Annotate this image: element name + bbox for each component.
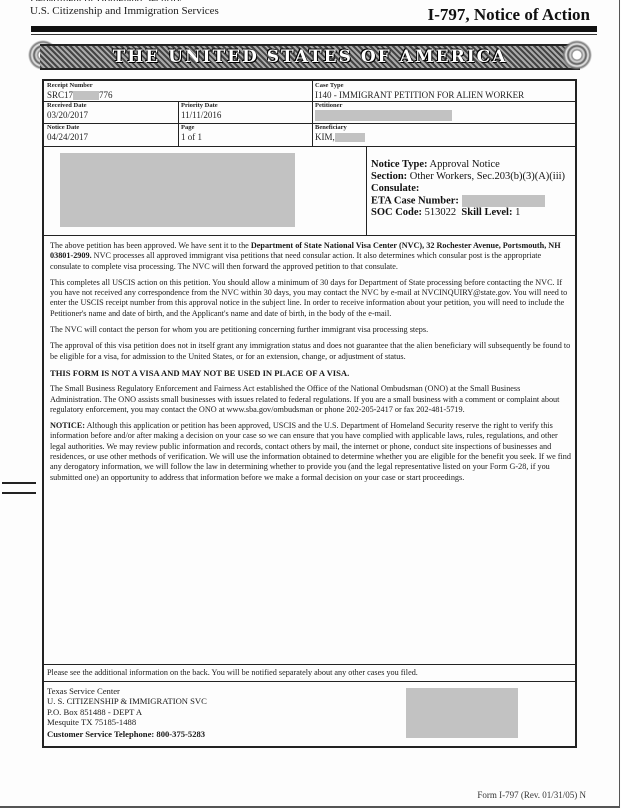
priority-date-value: 11/11/2016 <box>181 110 222 120</box>
petitioner-field <box>315 102 452 121</box>
petitioner-label: Petitioner <box>315 102 343 109</box>
received-date-field <box>47 102 88 121</box>
customer-service-phone: Customer Service Telephone: 800-375-5283 <box>47 729 206 739</box>
section: Section: Other Workers, Sec.203(b)(3)(A)(iii) <box>371 171 566 182</box>
beneficiary-label: Beneficiary <box>315 124 347 131</box>
grid-line <box>366 146 367 235</box>
margin-mark <box>2 492 36 494</box>
agency-name <box>30 0 182 1</box>
paragraph-ombudsman: The Small Business Regulatory Enforcement and Fairness Act established the Office of the National Ombudsman (ONO) at the Small Business Administration. The ONO assists small businesses with issues related to federal regulations. If you are a small business with a comment or complaint about regulatory enforcement, you may contact the ONO at www.sba.gov/ombudsman or phone 202-205-2417 or fax 202-481-5719. <box>50 384 560 414</box>
notice-date-field <box>47 124 88 143</box>
redacted-barcode <box>406 688 518 738</box>
header-rule-thick <box>31 26 597 32</box>
paragraph-not-a-visa: THIS FORM IS NOT A VISA AND MAY NOT BE USED IN PLACE OF A VISA. <box>50 367 350 378</box>
receipt-number-value: SRC17 776 <box>47 90 113 100</box>
banner-text: THE UNITED STATES OF AMERICA <box>112 47 508 67</box>
banner <box>28 38 592 72</box>
notice-info <box>371 159 565 219</box>
margin-mark <box>2 482 36 484</box>
consulate: Consulate: <box>371 183 420 194</box>
document-title: I-797, Notice of Action <box>427 5 590 24</box>
notice-type: Notice Type: Approval Notice <box>371 159 500 170</box>
receipt-number-label: Receipt Number <box>47 82 93 89</box>
paragraph-notice: NOTICE: Although this application or petition has been approved, USCIS and the U.S. Department of Homeland Security reserve the right to verify this information before and/or after making a decision on your case so we can ensure that you have complied with applicable laws, rules, regulations, and other legal authorities. We may review public information and records, contact others by mail, the internet or phone, conduct site inspections of businesses and residences, or use other methods of verification. We will use the information obtained to determine whether you are eligible for the benefit you seek. If we find any derogatory information, we will follow the law in determining whether to provide you (and the legal representative listed on your Form G-28, if you submitted one) an opportunity to address that information before we make a formal decision on your case or start proceedings. <box>50 421 571 482</box>
case-type-field <box>315 82 524 101</box>
banner-band <box>40 44 580 70</box>
page-label: Page <box>181 124 195 131</box>
redacted-address-block <box>60 153 295 227</box>
beneficiary-field <box>315 124 365 143</box>
priority-date-label: Priority Date <box>181 102 218 109</box>
priority-date-field <box>181 102 221 121</box>
eta-case-number: ETA Case Number: <box>371 195 565 207</box>
header-rule-thin <box>31 34 597 35</box>
footer-note: Please see the additional information on the back. You will be notified separately about any other cases you filed. <box>47 668 418 677</box>
received-date-value: 03/20/2017 <box>47 110 89 120</box>
receipt-number-field <box>47 82 113 101</box>
paragraph-approval: The above petition has been approved. We have sent it to the Department of State National Visa Center (NVC), 32 Rochester Avenue, Portsmouth, NH 03801-2909. NVC processes all approved immigrant visa petitions that need consular action. It also determines which consular post is the appropriate consulate to complete visa processing. The NVC will then forward the approved petition to that consulate. <box>50 241 561 271</box>
rosette-icon <box>562 38 592 72</box>
case-type-value: I140 - IMMIGRANT PETITION FOR ALIEN WORKER <box>315 90 525 100</box>
beneficiary-value: KIM, <box>315 132 365 143</box>
grid-line <box>44 664 575 665</box>
case-type-label: Case Type <box>315 82 344 89</box>
service-center-address: Texas Service Center U. S. CITIZENSHIP & IMMIGRATION SVC P.O. Box 851488 - DEPT A Mesquite TX 75185-1488 <box>47 686 207 727</box>
notice-date-value: 04/24/2017 <box>47 132 89 142</box>
page-field <box>181 124 202 143</box>
page-value: 1 of 1 <box>181 132 202 142</box>
soc-code: SOC Code: 513022 Skill Level: 1 <box>371 207 521 219</box>
grid-line <box>44 681 575 682</box>
notice-body <box>50 241 571 489</box>
paragraph-status-disclaimer: The approval of this visa petition does not in itself grant any immigration status and does not guarantee that the alien beneficiary will subsequently be found to be eligible for a visa, for admission to the United States, or for an extension, change, or adjustment of status. <box>50 341 571 361</box>
paragraph-nvc-contact: The NVC will contact the person for whom you are petitioning concerning further immigrant visa processing steps. <box>50 325 429 335</box>
grid-line <box>44 123 575 124</box>
grid-line <box>44 235 575 236</box>
received-date-label: Received Date <box>47 102 87 109</box>
paragraph-uscis-action: This completes all USCIS action on this petition. You should allow a minimum of 30 days for Department of State processing before contacting the NVC. If you have not received any correspondence from the NVC within 30 days, you may contact the NVC by e-mail at NVCINQUIRY@state.gov. You will need to enter the USCIS receipt number from this approval notice in the subject line. In order to receive information about your petition, you will need to include the Petitioner's name and date of birth, and the Applicant's name and date of birth, in the body of the e-mail. <box>50 277 568 318</box>
form-revision: Form I-797 (Rev. 01/31/05) N <box>477 790 586 800</box>
sub-agency-name: U.S. Citizenship and Immigration Services <box>30 5 219 17</box>
petitioner-value <box>315 110 452 121</box>
grid-line <box>44 146 575 147</box>
notice-form <box>42 79 577 748</box>
notice-date-label: Notice Date <box>47 124 80 131</box>
grid-line <box>312 81 313 146</box>
